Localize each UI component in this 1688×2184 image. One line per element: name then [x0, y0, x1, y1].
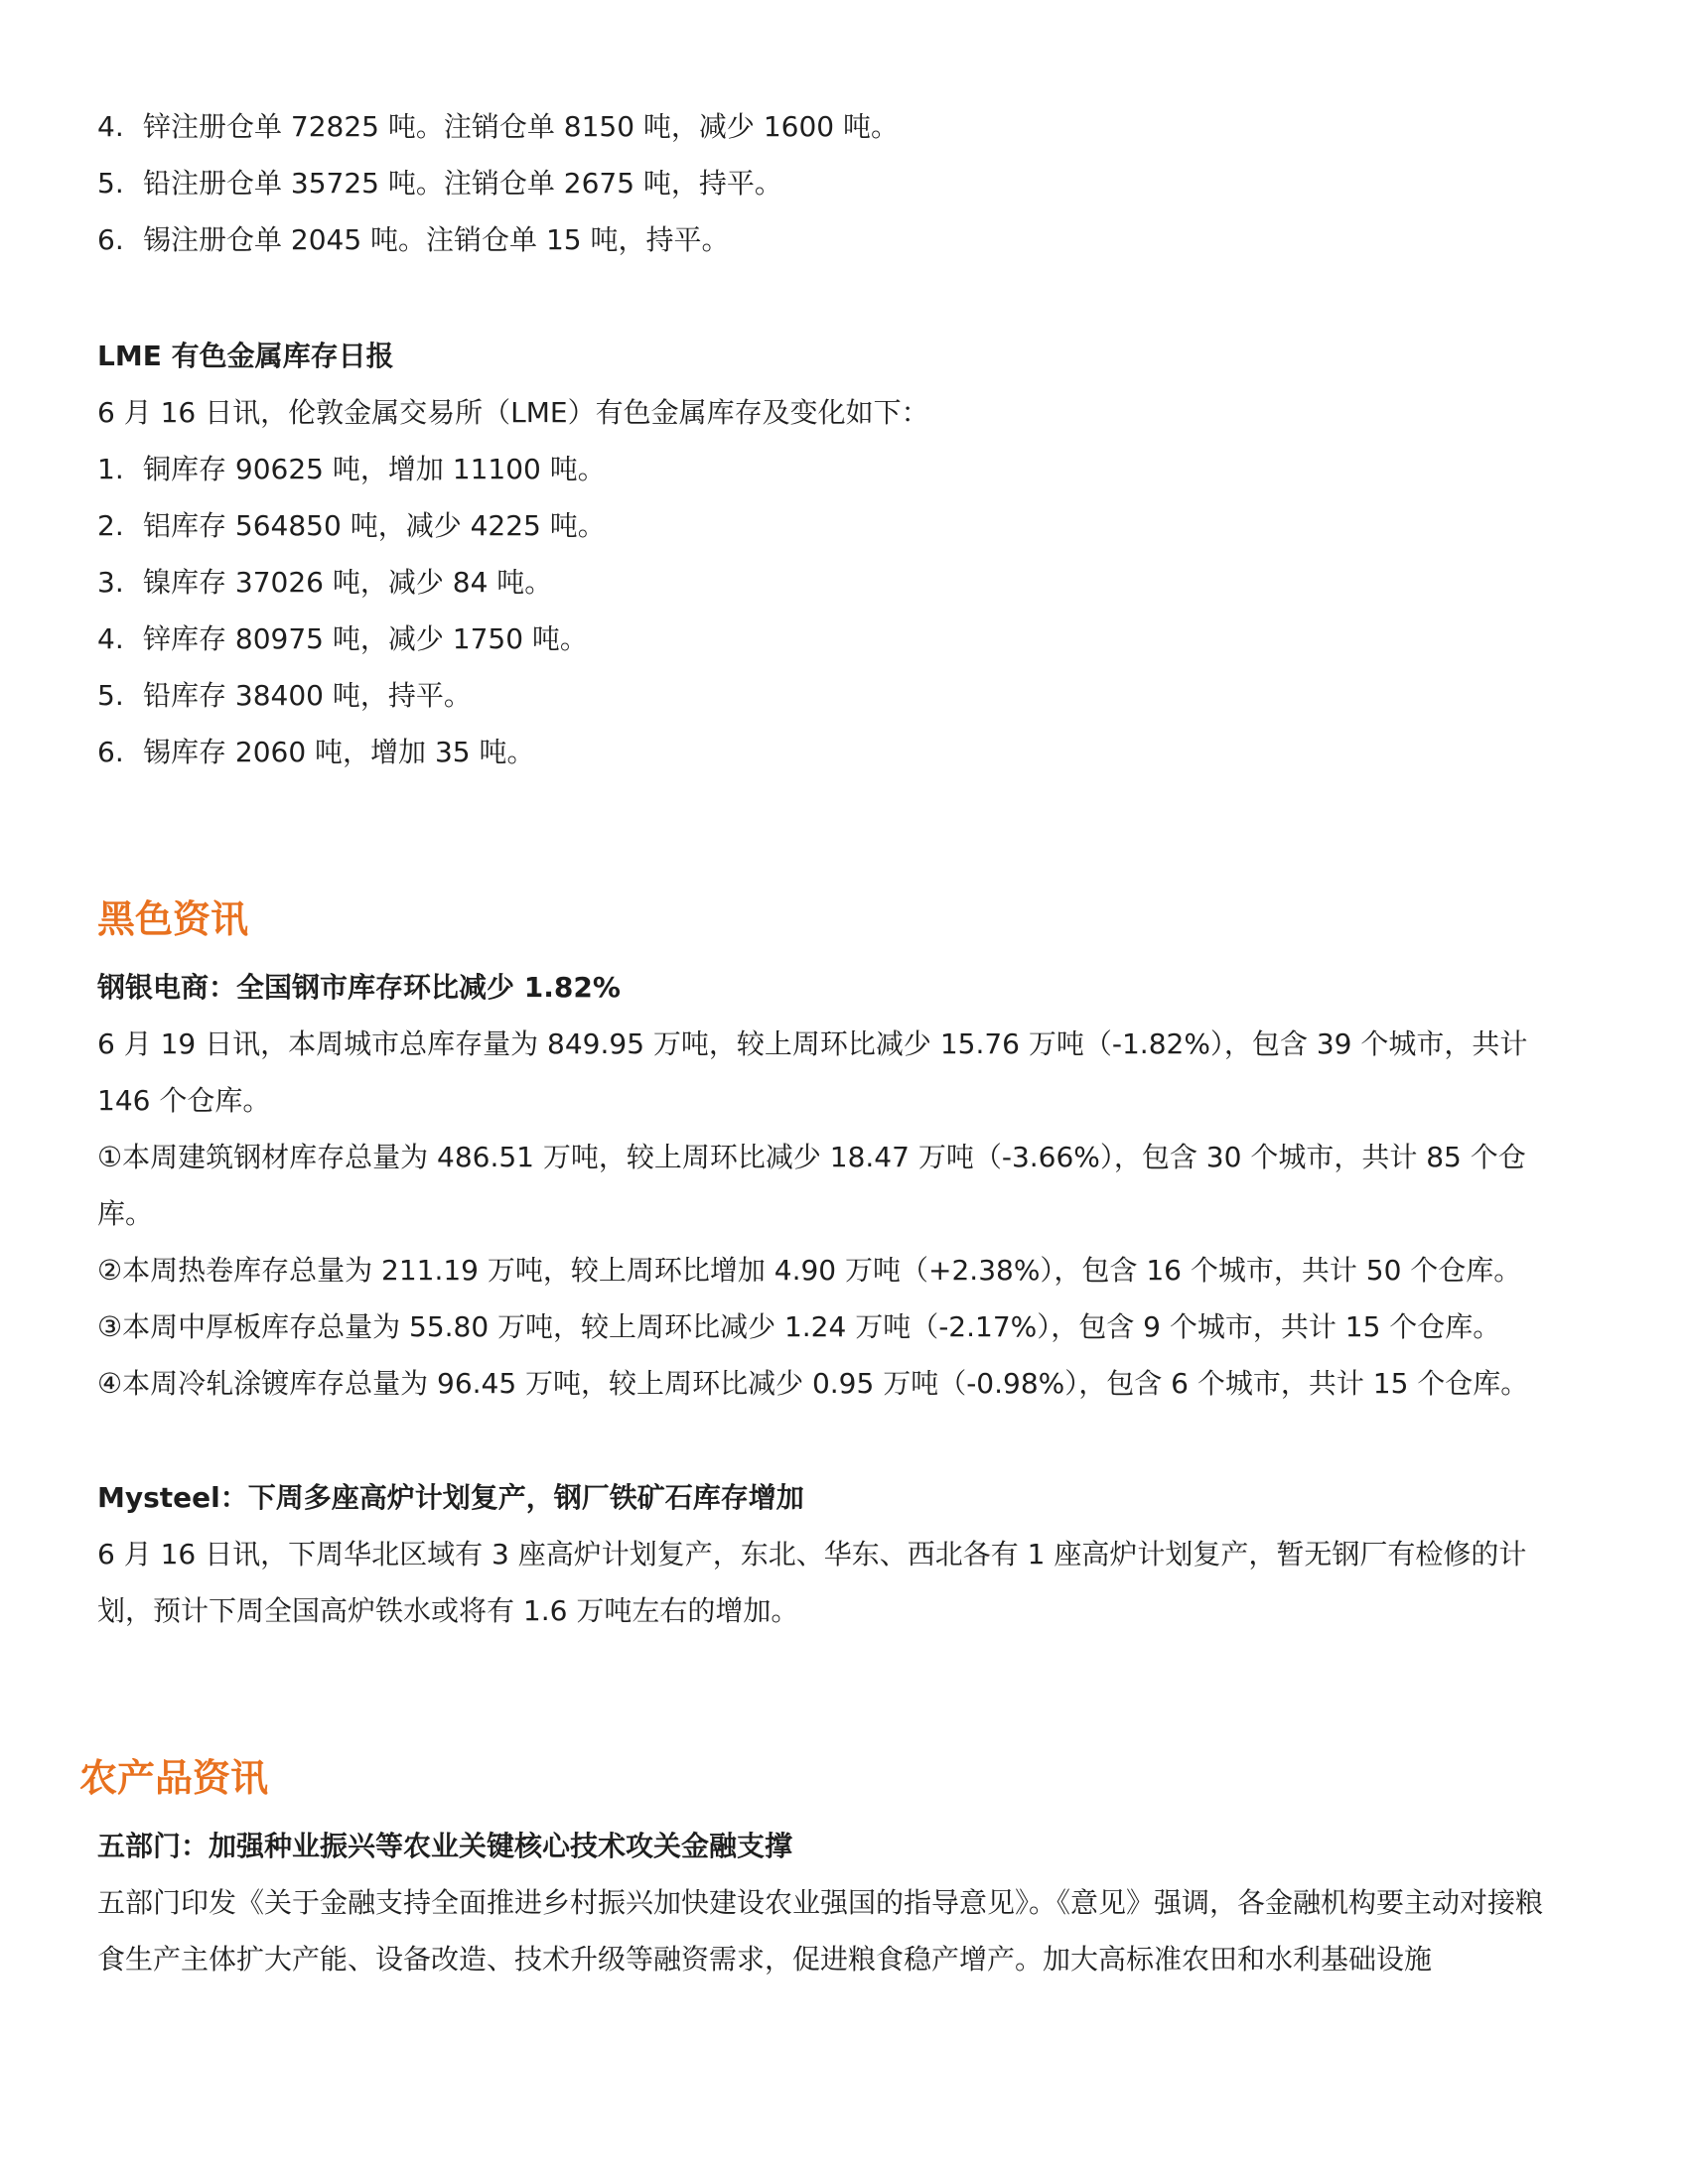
list-text: 锡注册仓单 2045 吨。注销仓单 15 吨，持平。 [143, 223, 730, 256]
list-number: 5. [97, 167, 124, 200]
article-paragraph: 五部门印发《关于金融支持全面推进乡村振兴加快建设农业强国的指导意见》。《意见》强调，各金融机构要主动对接粮食生产主体扩大产能、设备改造、技术升级等融资需求，促进粮食稳产增产。加大高标准农田和水利基础设施 [97, 1886, 1544, 1976]
list-text: 铝库存 564850 吨，减少 4225 吨。 [143, 509, 606, 542]
list-item [97, 107, 899, 147]
article-paragraph: 6 月 16 日讯，下周华北区域有 3 座高炉计划复产，东北、华东、西北各有 1 座高炉计划复产，暂无钢厂有检修的计划，预计下周全国高炉铁水或将有 1.6 万吨左右的增加。 [97, 1538, 1527, 1627]
article-paragraph: 6 月 19 日讯，本周城市总库存量为 849.95 万吨，较上周环比减少 15.76 万吨（-1.82%），包含 39 个城市，共计 146 个仓库。 [97, 1027, 1528, 1117]
list-number: 6. [97, 223, 124, 256]
list-item [97, 733, 535, 772]
list-item [97, 164, 782, 204]
list-item [97, 450, 606, 489]
article-paragraph: ①本周建筑钢材库存总量为 486.51 万吨，较上周环比减少 18.47 万吨（-3.66%），包含 30 个城市，共计 85 个仓库。 [97, 1141, 1526, 1230]
article-paragraph: ④本周冷轧涂镀库存总量为 96.45 万吨，较上周环比减少 0.95 万吨（-0.98%），包含 6 个城市，共计 15 个仓库。 [97, 1367, 1529, 1400]
list-text: 锡库存 2060 吨，增加 35 吨。 [143, 736, 535, 768]
list-text: 锌库存 80975 吨，减少 1750 吨。 [143, 622, 588, 655]
list-item [97, 506, 606, 546]
list-text: 镍库存 37026 吨，减少 84 吨。 [143, 566, 553, 599]
list-item [97, 563, 552, 603]
article-title: 五部门：加强种业振兴等农业关键核心技术攻关金融支撑 [97, 1830, 793, 1862]
article-paragraph: ③本周中厚板库存总量为 55.80 万吨，较上周环比减少 1.24 万吨（-2.17%），包含 9 个城市，共计 15 个仓库。 [97, 1310, 1501, 1343]
list-number: 2. [97, 509, 124, 542]
list-number: 1. [97, 453, 124, 485]
list-item [97, 676, 472, 716]
article-title: 钢银电商：全国钢市库存环比减少 1.82% [97, 971, 621, 1004]
article-title: Mysteel：下周多座高炉计划复产，钢厂铁矿石库存增加 [97, 1481, 804, 1514]
section-title-black: 黑色资讯 [97, 897, 249, 941]
list-text: 铅注册仓单 35725 吨。注销仓单 2675 吨，持平。 [143, 167, 782, 200]
list-number: 4. [97, 622, 124, 655]
article-paragraph: ②本周热卷库存总量为 211.19 万吨，较上周环比增加 4.90 万吨（+2.38%），包含 16 个城市，共计 50 个仓库。 [97, 1254, 1522, 1287]
article-title: LME 有色金属库存日报 [97, 340, 394, 372]
section-title-agri: 农产品资讯 [79, 1756, 269, 1800]
list-item [97, 619, 588, 659]
list-item [97, 220, 730, 260]
list-text: 铅库存 38400 吨，持平。 [143, 679, 472, 712]
list-text: 锌注册仓单 72825 吨。注销仓单 8150 吨，减少 1600 吨。 [143, 110, 899, 143]
list-number: 4. [97, 110, 124, 143]
list-number: 3. [97, 566, 124, 599]
list-number: 6. [97, 736, 124, 768]
list-number: 5. [97, 679, 124, 712]
article-intro: 6 月 16 日讯，伦敦金属交易所（LME）有色金属库存及变化如下： [97, 396, 929, 429]
list-text: 铜库存 90625 吨，增加 11100 吨。 [143, 453, 606, 485]
